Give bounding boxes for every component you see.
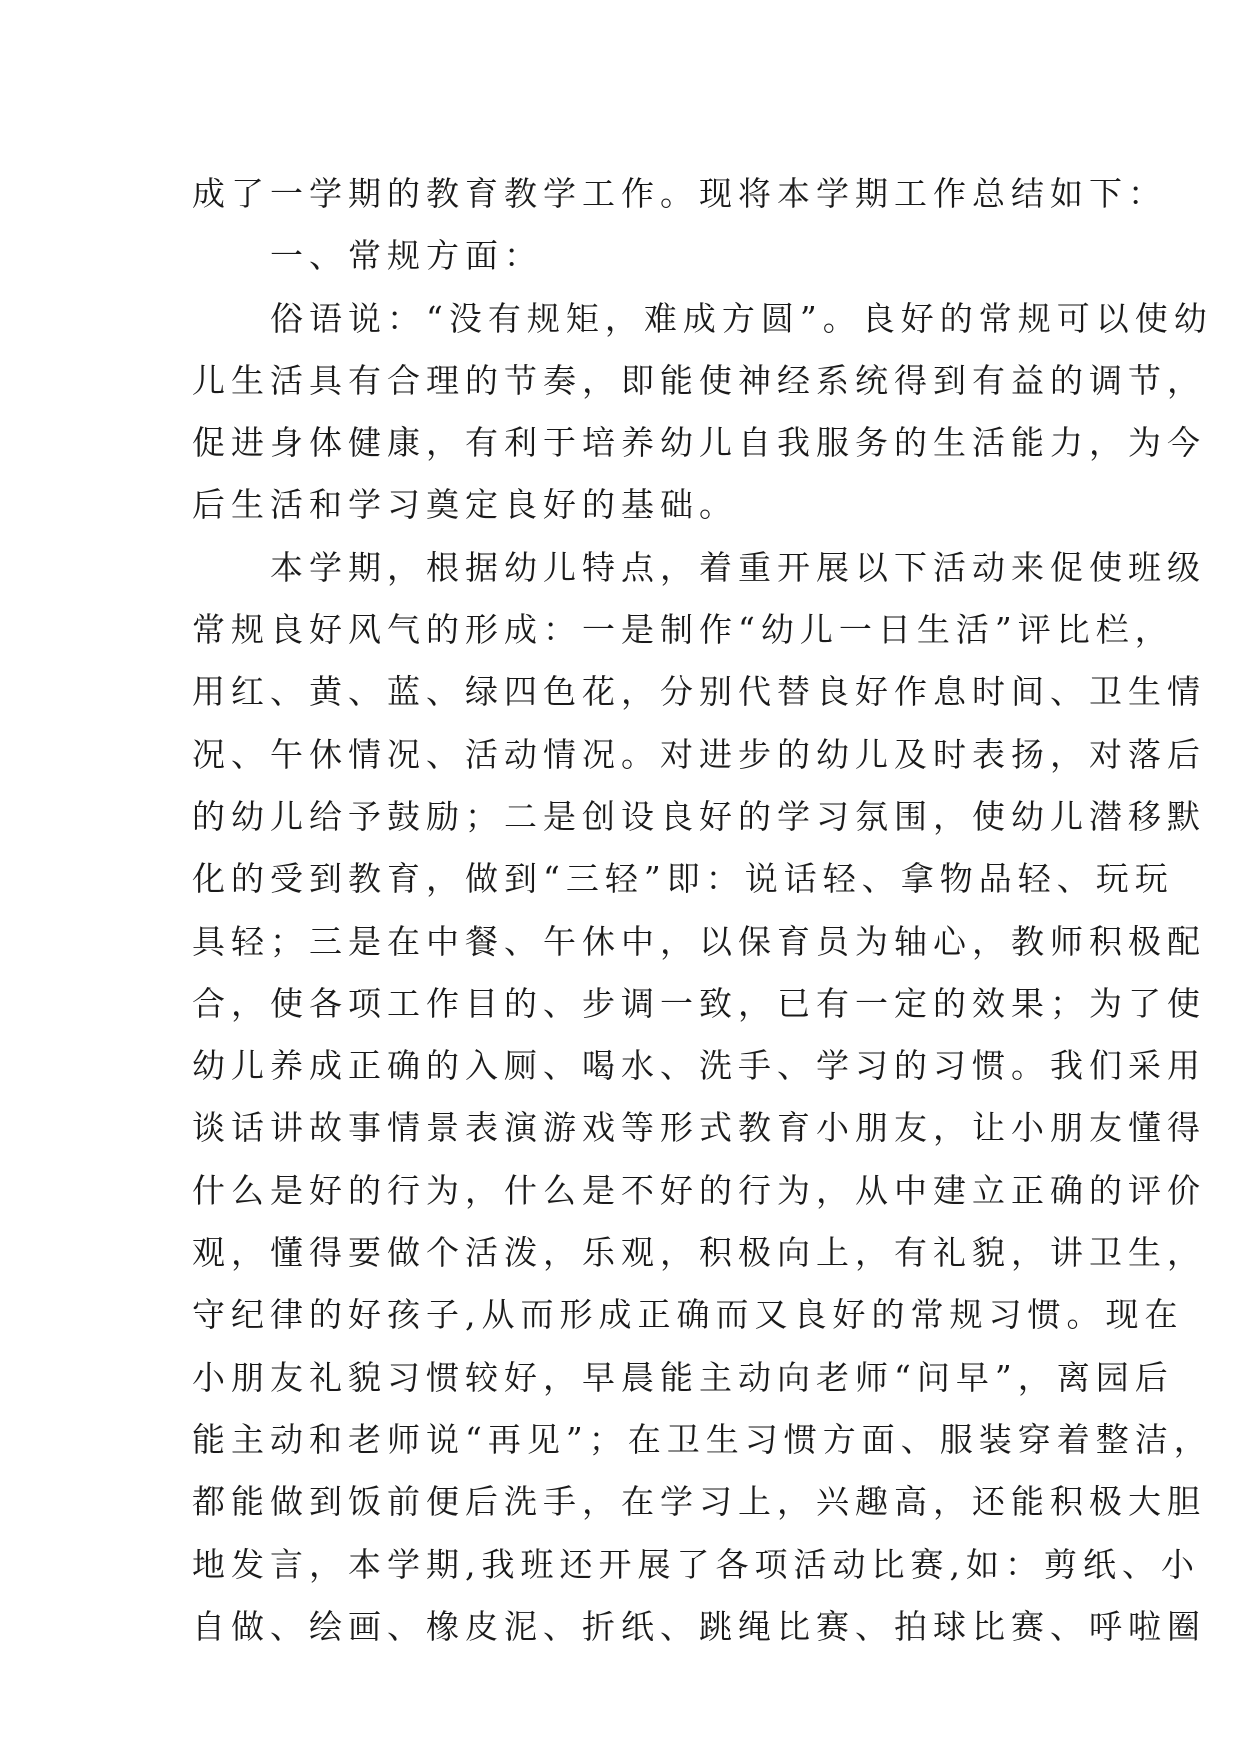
text-line: 况、午休情况、活动情况。对进步的幼儿及时表扬，对落后 — [192, 734, 1206, 774]
text-line: 成了一学期的教育教学工作。现将本学期工作总结如下： — [192, 174, 1167, 213]
section-heading: 一、常规方面： — [192, 236, 543, 276]
text-line: 地发言，本学期,我班还开展了各项活动比赛,如：剪纸、小 — [192, 1544, 1200, 1584]
text-line: 幼儿养成正确的入厕、喝水、洗手、学习的习惯。我们采用 — [192, 1046, 1206, 1086]
text-line: 儿生活具有合理的节奏，即能使神经系统得到有益的调节， — [192, 360, 1206, 400]
text-line: 本学期，根据幼儿特点，着重开展以下活动来促使班级 — [192, 547, 1206, 587]
text-line: 用红、黄、蓝、绿四色花，分别代替良好作息时间、卫生情 — [192, 672, 1206, 712]
text-line: 观，懂得要做个活泼，乐观，积极向上，有礼貌，讲卫生， — [192, 1233, 1206, 1273]
document-body — [192, 163, 1213, 1658]
text-line: 什么是好的行为，什么是不好的行为，从中建立正确的评价 — [192, 1170, 1206, 1210]
text-line: 俗语说：“没有规矩，难成方圆”。良好的常规可以使幼 — [192, 298, 1213, 338]
text-line: 的幼儿给予鼓励；二是创设良好的学习氛围，使幼儿潜移默 — [192, 796, 1206, 836]
text-line: 促进身体健康，有利于培养幼儿自我服务的生活能力，为今 — [192, 423, 1206, 463]
text-line: 能主动和老师说“再见”；在卫生习惯方面、服装穿着整洁， — [192, 1419, 1213, 1459]
text-line: 合，使各项工作目的、步调一致，已有一定的效果；为了使 — [192, 983, 1206, 1023]
text-line: 常规良好风气的形成：一是制作“幼儿一日生活”评比栏， — [192, 610, 1174, 650]
text-line: 后生活和学习奠定良好的基础。 — [192, 485, 738, 525]
text-line: 化的受到教育，做到“三轻”即：说话轻、拿物品轻、玩玩 — [192, 859, 1174, 899]
text-line: 守纪律的好孩子,从而形成正确而又良好的常规习惯。现在 — [192, 1295, 1184, 1335]
text-line: 具轻；三是在中餐、午休中，以保育员为轴心，教师积极配 — [192, 921, 1206, 961]
text-line: 小朋友礼貌习惯较好，早晨能主动向老师“问早”，离园后 — [192, 1357, 1174, 1397]
text-line: 谈话讲故事情景表演游戏等形式教育小朋友，让小朋友懂得 — [192, 1108, 1206, 1148]
text-line: 自做、绘画、橡皮泥、折纸、跳绳比赛、拍球比赛、呼啦圈 — [192, 1606, 1206, 1646]
text-line: 都能做到饭前便后洗手，在学习上，兴趣高，还能积极大胆 — [192, 1482, 1206, 1522]
